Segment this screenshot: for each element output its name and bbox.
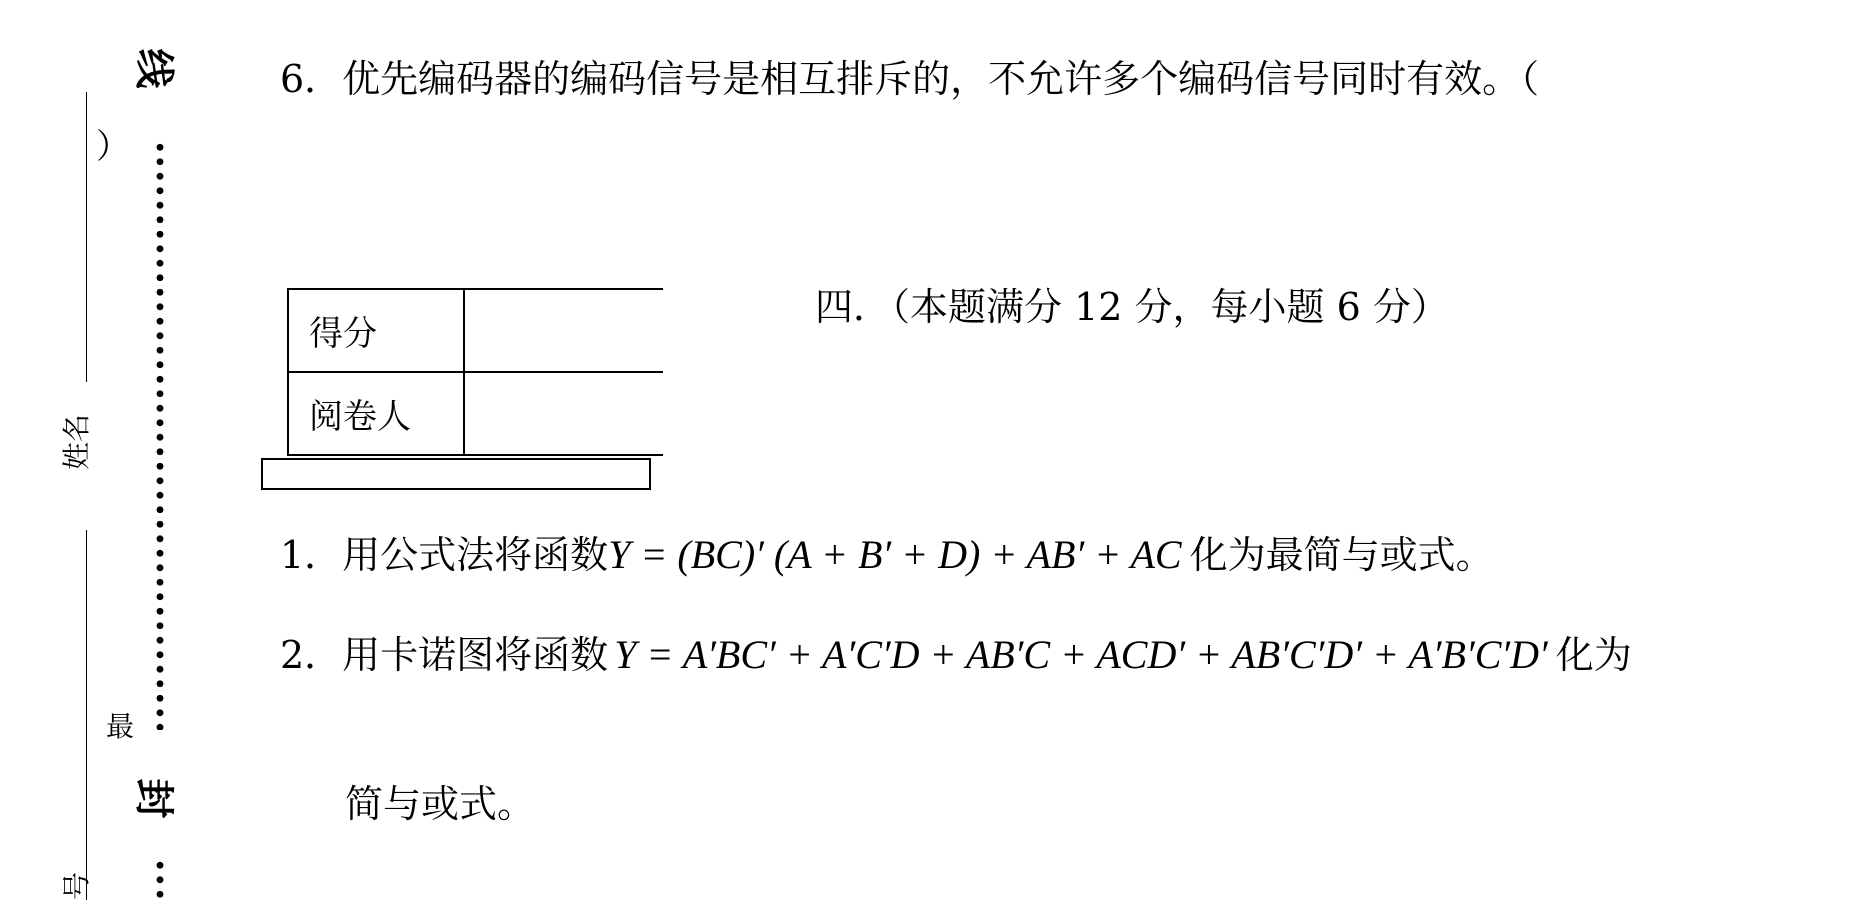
binding-paren-close: ） [96,127,130,167]
question-6-text: 6．优先编码器的编码信号是相互排斥的，不允许多个编码信号同时有效。（ [280,57,1540,101]
problem-2-prefix: 2．用卡诺图将函数 [280,633,609,677]
problem-1-prefix: 1．用公式法将函数 [280,533,609,577]
reviewer-label-cell [288,372,464,455]
score-label: 得分 [309,314,377,354]
score-table [287,288,663,456]
problem-2-suffix: 化为 [1555,633,1632,677]
reviewer-label: 阅卷人 [309,397,411,437]
score-label-cell [288,289,464,372]
binding-dots-top [156,140,164,730]
binding-line-bottom [86,530,87,900]
score-value-cell [464,289,663,372]
problem-2-formula: Y = A′BC′ + A′C′D + AB′C + ACD′ + AB′C′D′ + A′B′C′D′ [614,632,1548,677]
problem-1 [280,532,1494,577]
problem-2-continuation: 简与或式。 [345,782,536,826]
binding-number-char: 号 [60,871,93,900]
binding-dots-bottom [156,858,164,900]
problem-2 [280,632,1632,677]
binding-most-char: 最 [106,710,135,743]
binding-line-char: 线 [130,48,177,89]
score-table-base [261,458,651,490]
problem-1-formula: Y = (BC)′ (A + B′ + D) + AB′ + AC [608,532,1182,577]
binding-seal-char: 封 [130,778,177,819]
problem-1-suffix: 化为最简与或式。 [1189,533,1494,577]
section-4-title: 四．（本题满分 12 分，每小题 6 分） [815,285,1449,329]
binding-line-top [86,92,87,382]
reviewer-value-cell [464,372,663,455]
binding-name-label: 姓名 [60,413,93,470]
